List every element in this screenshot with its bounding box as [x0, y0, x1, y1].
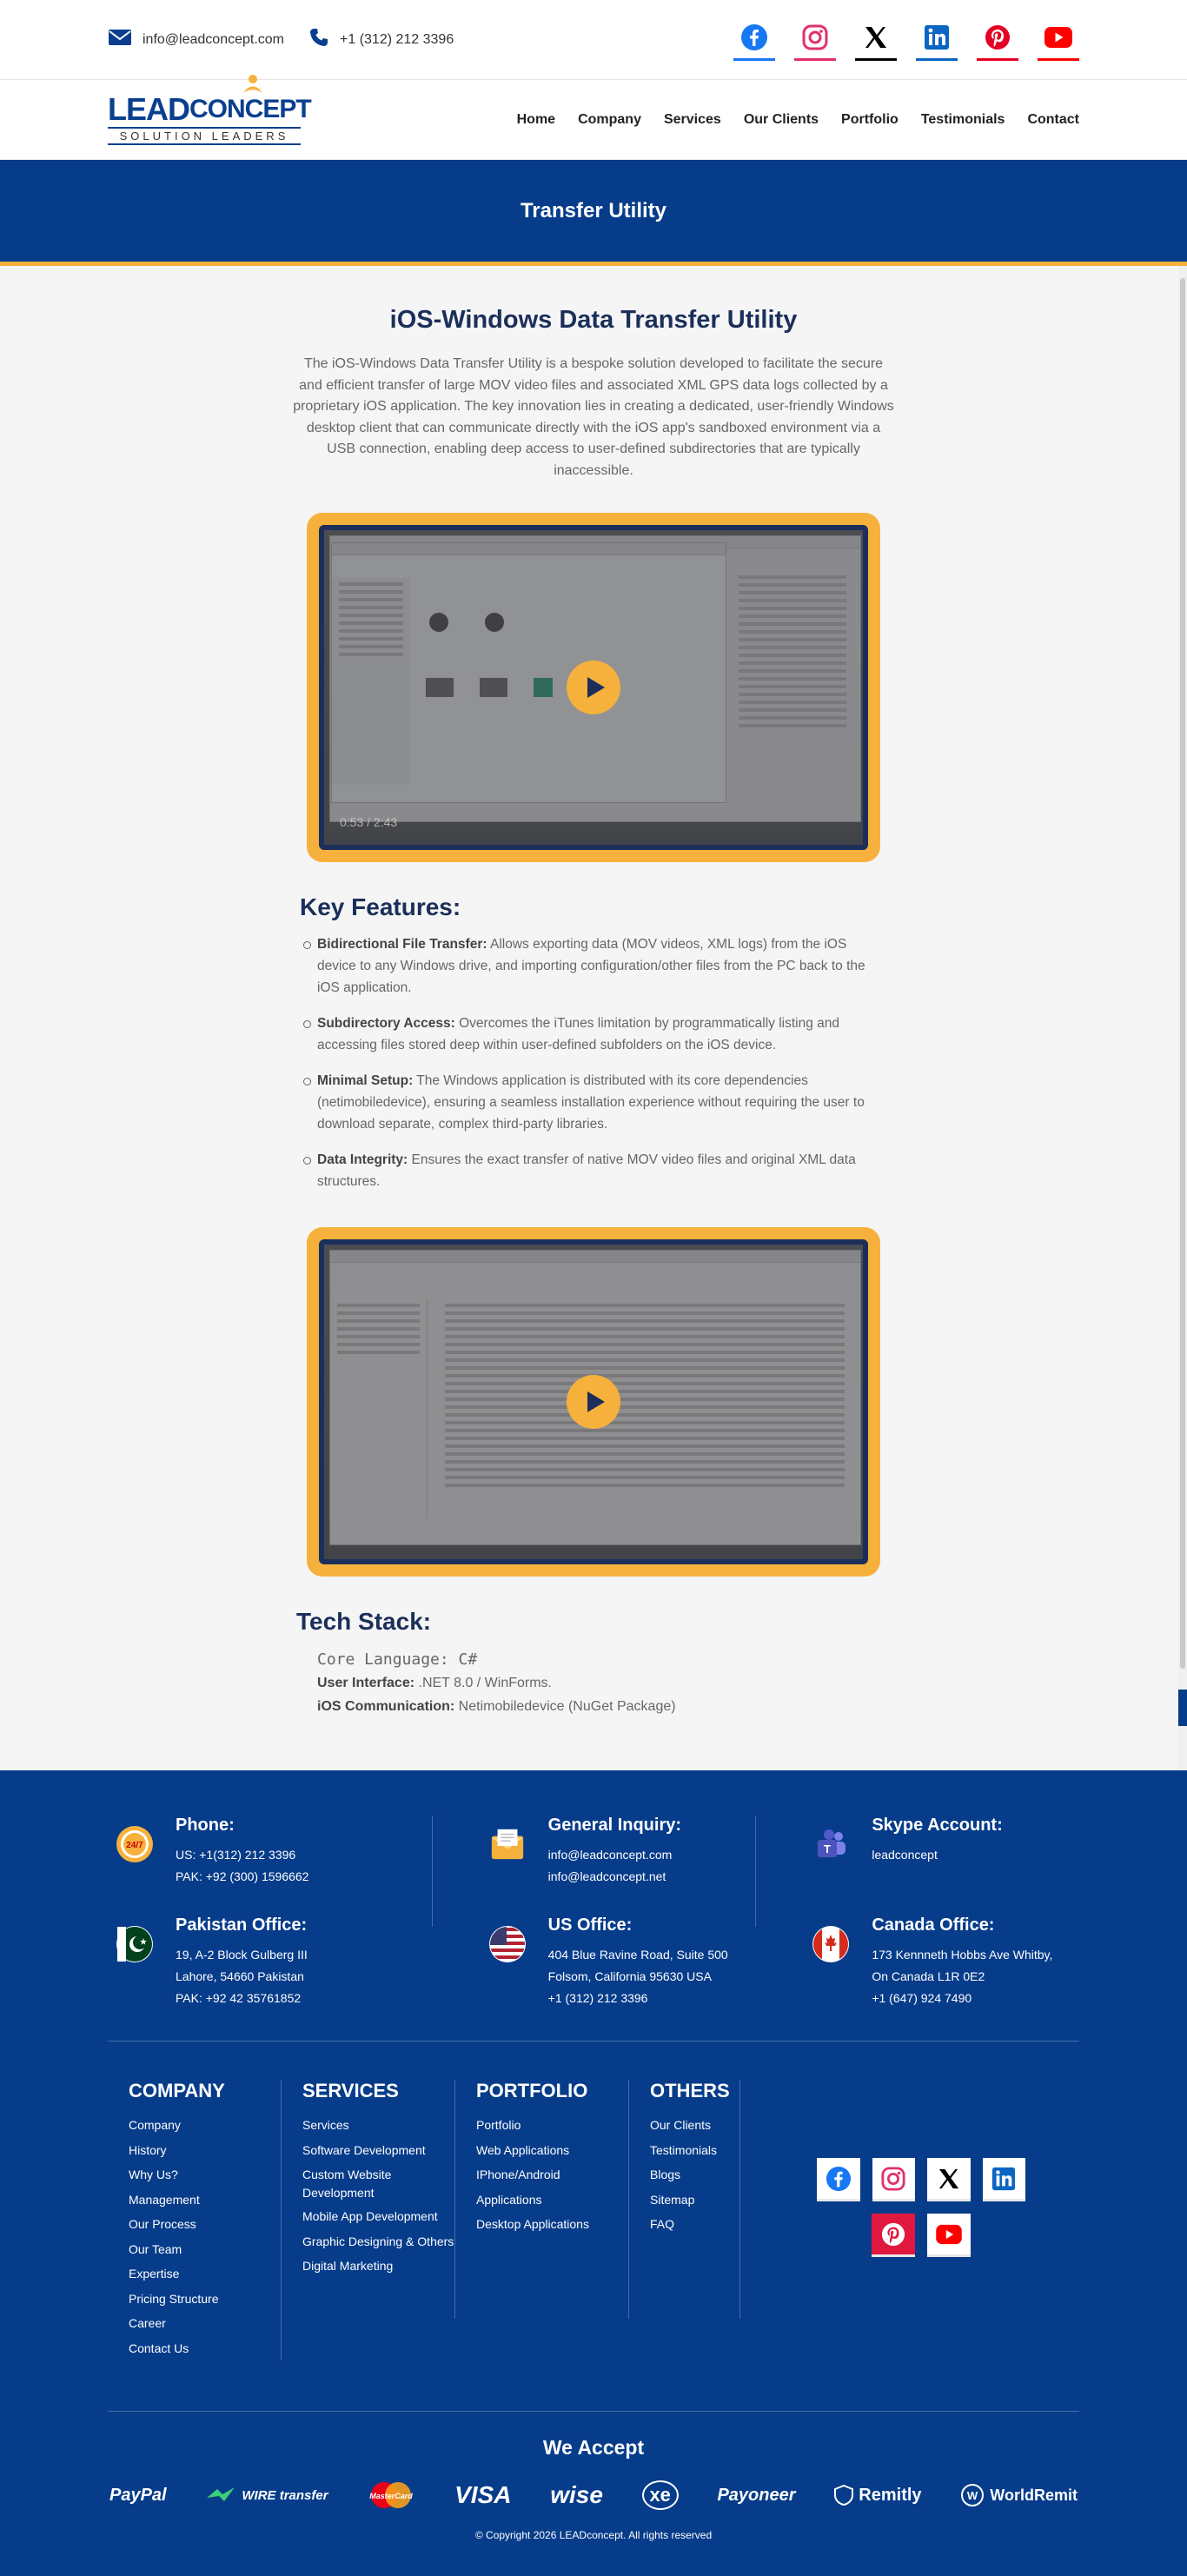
footer-link[interactable]: Contact Us	[129, 2340, 189, 2355]
footer-col-company	[108, 2080, 282, 2360]
svg-text:T: T	[824, 1842, 832, 1856]
play-icon	[587, 1391, 605, 1412]
contact-divider	[755, 1816, 756, 1927]
footer-link[interactable]: Career	[129, 2316, 166, 2330]
nav-company[interactable]: Company	[578, 111, 641, 127]
contact-line[interactable]: leadconcept	[872, 1848, 938, 1862]
contact-us-office	[432, 1915, 756, 2009]
contact-line: On Canada L1R 0E2	[872, 1969, 985, 1983]
contact-line: 19, A-2 Block Gulberg III	[176, 1948, 308, 1962]
worldremit-icon	[960, 2483, 985, 2507]
pakistan-flag-icon	[116, 1926, 153, 1962]
youtube-icon[interactable]	[927, 2214, 971, 2257]
xe-logo: xe	[642, 2480, 679, 2510]
feature-title: Minimal Setup:	[317, 1073, 414, 1088]
content-container	[293, 306, 894, 1718]
us-flag-icon	[489, 1926, 526, 1962]
intro-paragraph: The iOS-Windows Data Transfer Utility is a bespoke solution developed to facilitate the secure and efficient transfer of large MOV video files and associated XML GPS data logs collected by a proprietary iOS application. The key innovation lies in creating a dedicated, user-friendly Windows desktop client that can communicate directly with the iOS app's sandboxed environment via a USB connection, enabling deep access to user-defined subdirectories that are typically inaccessible.	[293, 356, 894, 478]
footer-link[interactable]: Software Development	[302, 2142, 426, 2157]
footer-link[interactable]: FAQ	[650, 2217, 675, 2231]
nav-testimonials[interactable]: Testimonials	[920, 111, 1005, 127]
footer-link[interactable]: Our Team	[129, 2241, 182, 2256]
play-button[interactable]	[567, 661, 620, 714]
footer-link[interactable]: Desktop Applications	[476, 2217, 589, 2231]
top-social-links	[733, 19, 1079, 61]
feature-text: Ensures the exact transfer of native MOV video files and original XML data structures.	[317, 1152, 856, 1189]
page-scrollbar[interactable]	[1178, 266, 1187, 1770]
tech-item-ui	[317, 1671, 889, 1695]
footer-link[interactable]: Graphic Designing & Others	[302, 2234, 454, 2248]
contact-line: Folsom, California 95630 USA	[547, 1969, 712, 1983]
nav-services[interactable]: Services	[663, 111, 721, 127]
footer-link[interactable]: Expertise	[129, 2267, 180, 2281]
canada-flag-icon	[812, 1926, 849, 1962]
tech-label: Core Language:	[317, 1650, 449, 1669]
logo-tagline: SOLUTION LEADERS	[108, 127, 301, 145]
play-icon	[587, 677, 605, 698]
worldremit-logo	[960, 2483, 1078, 2507]
copyright-text: © Copyright 2026 LEADconcept. All rights reserved	[474, 2529, 713, 2541]
footer-link[interactable]: History	[129, 2142, 167, 2157]
footer-link[interactable]: IPhone/Android Applications	[476, 2168, 560, 2207]
youtube-icon[interactable]	[1038, 19, 1079, 61]
payoneer-logo: Payoneer	[717, 2485, 796, 2505]
logo-word-lead: LEAD	[108, 90, 189, 127]
teams-icon	[812, 1826, 849, 1862]
phone-24-7-icon	[116, 1826, 153, 1862]
top-phone[interactable]	[308, 27, 454, 52]
mastercard-logo	[367, 2480, 415, 2510]
facebook-icon[interactable]	[817, 2158, 860, 2201]
features-list	[298, 933, 889, 1192]
feature-item	[317, 1070, 889, 1135]
x-twitter-icon[interactable]	[855, 19, 897, 61]
side-floating-tab[interactable]	[1178, 1690, 1187, 1726]
primary-nav	[517, 112, 1079, 128]
we-accept-title: We Accept	[542, 2436, 645, 2459]
phone-icon	[308, 27, 329, 52]
footer-col-portfolio	[455, 2080, 629, 2319]
tech-heading: Tech Stack:	[296, 1608, 432, 1635]
pinterest-icon[interactable]	[872, 2214, 915, 2257]
tech-stack-list	[298, 1648, 889, 1718]
footer-divider	[108, 2411, 1079, 2412]
contact-line: Lahore, 54660 Pakistan	[176, 1969, 304, 1983]
site-footer	[0, 1770, 1187, 2576]
footer-link[interactable]: Digital Marketing	[302, 2259, 394, 2273]
main-content	[0, 266, 1187, 1770]
footer-link[interactable]: Pricing Structure	[129, 2291, 219, 2306]
main-navbar	[0, 80, 1187, 160]
svg-text:MasterCard: MasterCard	[369, 2492, 414, 2500]
remitly-shield-icon	[834, 2485, 853, 2506]
feature-title: Bidirectional File Transfer:	[317, 937, 487, 952]
contact-skype	[755, 1816, 1079, 1888]
site-logo[interactable]	[108, 90, 311, 145]
video-player-2[interactable]	[319, 1239, 868, 1564]
logo-person-icon	[243, 74, 262, 96]
contact-line[interactable]: +1 (312) 212 3396	[547, 1991, 648, 2005]
footer-link[interactable]: Testimonials	[650, 2142, 718, 2157]
footer-link[interactable]: Why Us?	[129, 2168, 178, 2181]
logo-wordmark	[108, 90, 311, 127]
nav-home[interactable]: Home	[516, 111, 556, 127]
nav-our-clients[interactable]: Our Clients	[743, 111, 819, 127]
contact-line: 173 Kennneth Hobbs Ave Whitby,	[872, 1948, 1053, 1962]
feature-text: Overcomes the iTunes limitation by programmatically listing and accessing files stored deep within user-defined subfolders on the iOS device.	[317, 1016, 840, 1052]
facebook-icon[interactable]	[733, 19, 775, 61]
contact-title: Canada Office:	[872, 1915, 995, 1935]
contact-line: 404 Blue Ravine Road, Suite 500	[547, 1948, 728, 1962]
contact-line[interactable]: US: +1(312) 212 3396	[176, 1848, 296, 1862]
footer-link[interactable]: Management	[129, 2192, 200, 2207]
page-banner	[0, 160, 1187, 266]
page-title: iOS-Windows Data Transfer Utility	[389, 306, 798, 334]
payment-methods	[108, 2480, 1079, 2510]
footer-link[interactable]: Mobile App Development	[302, 2209, 438, 2223]
nav-contact[interactable]: Contact	[1027, 111, 1079, 127]
feature-title: Data Integrity:	[317, 1152, 408, 1167]
feature-item	[317, 933, 889, 999]
contact-phone	[108, 1816, 432, 1888]
wire-transfer-text: WIRE transfer	[242, 2487, 328, 2503]
footer-contact-grid	[108, 1816, 1079, 2009]
footer-link-columns	[108, 2080, 1079, 2360]
footer-col-heading: OTHERS	[650, 2080, 730, 2101]
footer-link[interactable]: Our Process	[129, 2217, 196, 2231]
footer-link[interactable]: Blogs	[650, 2168, 681, 2181]
mail-icon	[489, 1826, 526, 1862]
video1-timecode: 0:53 / 2:43	[340, 815, 398, 829]
wire-transfer-logo	[205, 2486, 328, 2505]
contact-title: Skype Account:	[872, 1816, 1003, 1835]
instagram-icon[interactable]	[872, 2158, 916, 2201]
tech-value: C#	[448, 1650, 478, 1669]
contact-title: General Inquiry:	[547, 1816, 682, 1835]
x-twitter-icon[interactable]	[927, 2158, 971, 2201]
remitly-text: Remitly	[859, 2485, 922, 2505]
contact-line[interactable]: info@leadconcept.com	[547, 1848, 673, 1862]
paypal-logo: PayPal	[109, 2485, 167, 2505]
worldremit-text: WorldRemit	[990, 2486, 1078, 2504]
footer-link[interactable]: Services	[302, 2118, 349, 2132]
video-card-1	[307, 513, 880, 862]
remitly-logo	[834, 2485, 921, 2506]
footer-col-others	[629, 2080, 740, 2319]
footer-col-heading: COMPANY	[129, 2080, 225, 2101]
play-button[interactable]	[567, 1375, 620, 1429]
feature-item	[317, 1149, 889, 1192]
top-bar	[0, 0, 1187, 80]
wise-logo: wise	[550, 2481, 603, 2508]
footer-link[interactable]: Custom Website Development	[302, 2168, 392, 2200]
linkedin-icon[interactable]	[983, 2158, 1026, 2201]
tech-item-ios-communication	[317, 1695, 889, 1718]
contact-general-inquiry	[432, 1816, 756, 1888]
instagram-icon[interactable]	[794, 19, 836, 61]
features-heading: Key Features:	[300, 893, 461, 920]
nav-portfolio[interactable]: Portfolio	[841, 111, 899, 127]
contact-title: Pakistan Office:	[176, 1915, 308, 1935]
contact-line[interactable]: PAK: +92 (300) 1596662	[176, 1869, 309, 1883]
top-email[interactable]	[108, 29, 284, 50]
envelope-icon	[108, 29, 132, 50]
svg-text:24/7: 24/7	[126, 1841, 143, 1850]
logo-word-concept	[189, 95, 311, 124]
tech-value: .NET 8.0 / WinForms.	[414, 1676, 552, 1690]
visa-logo: VISA	[454, 2481, 512, 2508]
pinterest-icon[interactable]	[977, 19, 1018, 61]
contact-title: US Office:	[547, 1915, 633, 1935]
footer-social-links	[817, 2158, 1025, 2269]
contact-pakistan-office	[108, 1915, 432, 2009]
footer-col-heading: SERVICES	[302, 2080, 399, 2101]
linkedin-icon[interactable]	[916, 19, 958, 61]
video-card-2	[307, 1227, 880, 1577]
footer-link[interactable]: Company	[129, 2118, 181, 2132]
footer-col-services	[282, 2080, 455, 2319]
footer-col-heading: PORTFOLIO	[476, 2080, 588, 2101]
tech-label: iOS Communication:	[317, 1699, 455, 1714]
feature-item	[317, 1012, 889, 1056]
top-email-text: info@leadconcept.com	[143, 31, 284, 47]
logo-word-concept-text: CONCEPT	[189, 94, 311, 123]
footer-link[interactable]: Portfolio	[476, 2118, 521, 2132]
footer-divider	[108, 2041, 1079, 2042]
contact-canada-office	[755, 1915, 1079, 2009]
contact-line[interactable]: +1 (647) 924 7490	[872, 1991, 972, 2005]
footer-link[interactable]: Sitemap	[650, 2192, 695, 2207]
scrollbar-thumb[interactable]	[1180, 278, 1185, 1669]
tech-value: Netimobiledevice (NuGet Package)	[454, 1699, 676, 1714]
contact-title: Phone:	[176, 1816, 235, 1835]
mastercard-icon	[367, 2480, 415, 2510]
feature-text: Allows exporting data (MOV videos, XML logs) from the iOS device to any Windows drive, and importing configuration/other files from the PC back to the iOS application.	[317, 937, 865, 995]
tech-item-core-language	[317, 1648, 889, 1671]
video-player-1[interactable]	[319, 525, 868, 850]
footer-link[interactable]: Our Clients	[650, 2118, 712, 2132]
contact-line[interactable]: PAK: +92 42 35761852	[176, 1991, 302, 2005]
banner-title: Transfer Utility	[520, 198, 667, 222]
top-contact-row	[108, 27, 454, 52]
contact-line[interactable]: info@leadconcept.net	[547, 1869, 666, 1883]
feature-text: The Windows application is distributed with its core dependencies (netimobiledevice), ensuring a seamless installation experience without requiring the user to download separate, complex third-party libraries.	[317, 1073, 865, 1132]
tech-label: User Interface:	[317, 1676, 415, 1690]
contact-divider	[432, 1816, 433, 1927]
top-phone-text: +1 (312) 212 3396	[340, 31, 454, 47]
wire-transfer-icon	[205, 2486, 236, 2505]
svg-text:W: W	[967, 2489, 978, 2502]
footer-link[interactable]: Web Applications	[476, 2142, 570, 2157]
feature-title: Subdirectory Access:	[317, 1016, 455, 1031]
